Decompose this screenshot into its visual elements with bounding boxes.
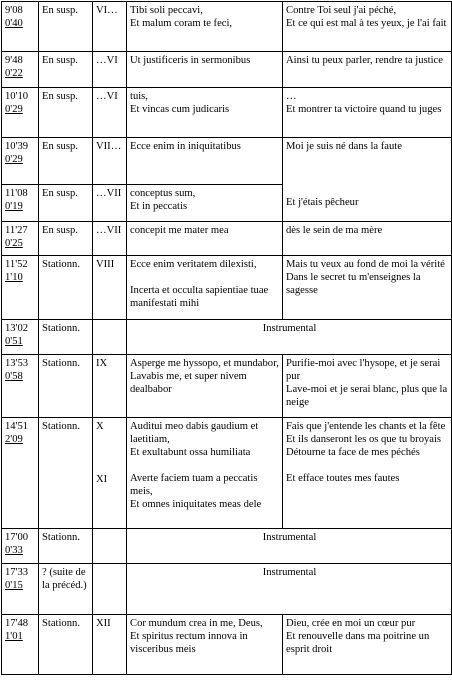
mode-cell: Stationn. (39, 320, 93, 355)
mode-cell: Stationn. (39, 256, 93, 320)
latin-cell: tuis, Et vincas cum judicaris (127, 88, 283, 138)
time-label: 9'48 (5, 55, 23, 66)
time-cell (2, 418, 39, 529)
mode-cell: En susp. (39, 138, 93, 185)
table-row (2, 256, 452, 320)
duration-link[interactable]: 2'09 (5, 434, 23, 445)
time-cell (2, 52, 39, 88)
mode-cell: En susp. (39, 222, 93, 256)
table-row (2, 320, 452, 355)
time-cell (2, 88, 39, 138)
mode-cell: En susp. (39, 185, 93, 222)
time-label: 11'27 (5, 225, 28, 236)
french-cell: Purifie-moi avec l'hysope, et je serai pur Lave-moi et je serai blanc, plus que la neige (283, 355, 452, 418)
verse-cell: VIII (93, 256, 127, 320)
duration-link[interactable]: 0'22 (5, 68, 23, 79)
french-cell: dès le sein de ma mère (283, 222, 452, 256)
latin-cell: Ecce enim in iniquitatibus (127, 138, 283, 185)
time-cell (2, 138, 39, 185)
table-row (2, 564, 452, 615)
instrumental-cell: Instrumental (127, 320, 452, 355)
duration-link[interactable]: 1'01 (5, 631, 23, 642)
time-label: 17'48 (5, 618, 29, 629)
latin-cell: Cor mundum crea in me, Deus, Et spiritus rectum innova in visceribus meis (127, 615, 283, 675)
duration-link[interactable]: 0'33 (5, 545, 23, 556)
instrumental-cell: Instrumental (127, 529, 452, 564)
time-cell (2, 185, 39, 222)
table-row (2, 138, 452, 185)
time-label: 10'10 (5, 91, 29, 102)
verse-cell (93, 320, 127, 355)
instrumental-cell: Instrumental (127, 564, 452, 615)
duration-link[interactable]: 0'40 (5, 18, 23, 29)
verse-cell: VI… (93, 2, 127, 52)
time-cell (2, 256, 39, 320)
mode-cell: Stationn. (39, 615, 93, 675)
time-label: 17'33 (5, 567, 29, 578)
mode-cell: En susp. (39, 88, 93, 138)
duration-link[interactable]: 0'58 (5, 371, 23, 382)
mode-cell: En susp. (39, 2, 93, 52)
time-cell (2, 355, 39, 418)
duration-link[interactable]: 0'29 (5, 104, 23, 115)
verse-cell: VII… (93, 138, 127, 185)
verse-x: X (96, 421, 104, 432)
verse-cell: …VII (93, 185, 127, 222)
french-cell: Fais que j'entende les chants et la fête Et ils danseront les os que tu broyais Détourne ta face de mes péchés Et efface toutes mes fautes (283, 418, 452, 529)
table-row (2, 355, 452, 418)
time-label: 13'02 (5, 323, 29, 334)
latin-cell: conceptus sum, Et in peccatis (127, 185, 283, 222)
mode-cell: ? (suite de la précéd.) (39, 564, 93, 615)
verse-cell: XII (93, 615, 127, 675)
french-cell: Ainsi tu peux parler, rendre ta justice (283, 52, 452, 88)
latin-cell: Tibi soli peccavi, Et malum coram te feci, (127, 2, 283, 52)
time-cell (2, 615, 39, 675)
verse-cell (93, 564, 127, 615)
psalm-table (1, 1, 452, 675)
french-cell: … Et montrer ta victoire quand tu juges (283, 88, 452, 138)
table-row (2, 418, 452, 529)
mode-cell: Stationn. (39, 355, 93, 418)
verse-xi: XI (96, 474, 108, 485)
table-row (2, 529, 452, 564)
duration-link[interactable]: 0'51 (5, 336, 23, 347)
latin-cell: Ut justificeris in sermonibus (127, 52, 283, 88)
mode-cell: Stationn. (39, 418, 93, 529)
time-label: 11'52 (5, 259, 28, 270)
latin-cell: Auditui meo dabis gaudium et laetitiam, Et exultabunt ossa humiliata Averte faciem tuam a peccatis meis, Et omnes iniquitates meas dele (127, 418, 283, 529)
table-row (2, 88, 452, 138)
latin-cell: concepit me mater mea (127, 222, 283, 256)
time-cell (2, 320, 39, 355)
time-label: 13'53 (5, 358, 29, 369)
time-label: 17'00 (5, 532, 29, 543)
verse-cell: …VII (93, 222, 127, 256)
time-label: 10'39 (5, 141, 29, 152)
table-row (2, 615, 452, 675)
french-text-1: Moi je suis né dans la faute (286, 141, 402, 152)
french-cell: Mais tu veux au fond de moi la vérité Dans le secret tu m'enseignes la sagesse (283, 256, 452, 320)
duration-link[interactable]: 0'29 (5, 154, 23, 165)
verse-cell: …VI (93, 52, 127, 88)
verse-cell: IX (93, 355, 127, 418)
verse-cell (93, 418, 127, 529)
time-cell (2, 222, 39, 256)
time-label: 9'08 (5, 5, 23, 16)
french-text-2: Et j'étais pêcheur (286, 197, 359, 208)
duration-link[interactable]: 1'10 (5, 272, 23, 283)
latin-cell: Ecce enim veritatem dilexisti, Incerta et occulta sapientiae tuae manifestati mihi (127, 256, 283, 320)
table-row (2, 222, 452, 256)
time-cell (2, 564, 39, 615)
verse-cell: …VI (93, 88, 127, 138)
table-row (2, 52, 452, 88)
time-label: 11'08 (5, 188, 28, 199)
latin-cell: Asperge me hyssopo, et mundabor, Lavabis me, et super nivem dealbabor (127, 355, 283, 418)
mode-cell: En susp. (39, 52, 93, 88)
time-cell (2, 529, 39, 564)
french-cell: Contre Toi seul j'ai péché, Et ce qui est mal à tes yeux, je l'ai fait (283, 2, 452, 52)
duration-link[interactable]: 0'15 (5, 580, 23, 591)
verse-cell (93, 529, 127, 564)
french-cell: Dieu, crée en moi un cœur pur Et renouvelle dans ma poitrine un esprit droit (283, 615, 452, 675)
mode-cell: Stationn. (39, 529, 93, 564)
time-label: 14'51 (5, 421, 29, 432)
time-cell (2, 2, 39, 52)
duration-link[interactable]: 0'25 (5, 238, 23, 249)
table-row (2, 2, 452, 52)
duration-link[interactable]: 0'19 (5, 201, 23, 212)
french-cell (283, 138, 452, 222)
